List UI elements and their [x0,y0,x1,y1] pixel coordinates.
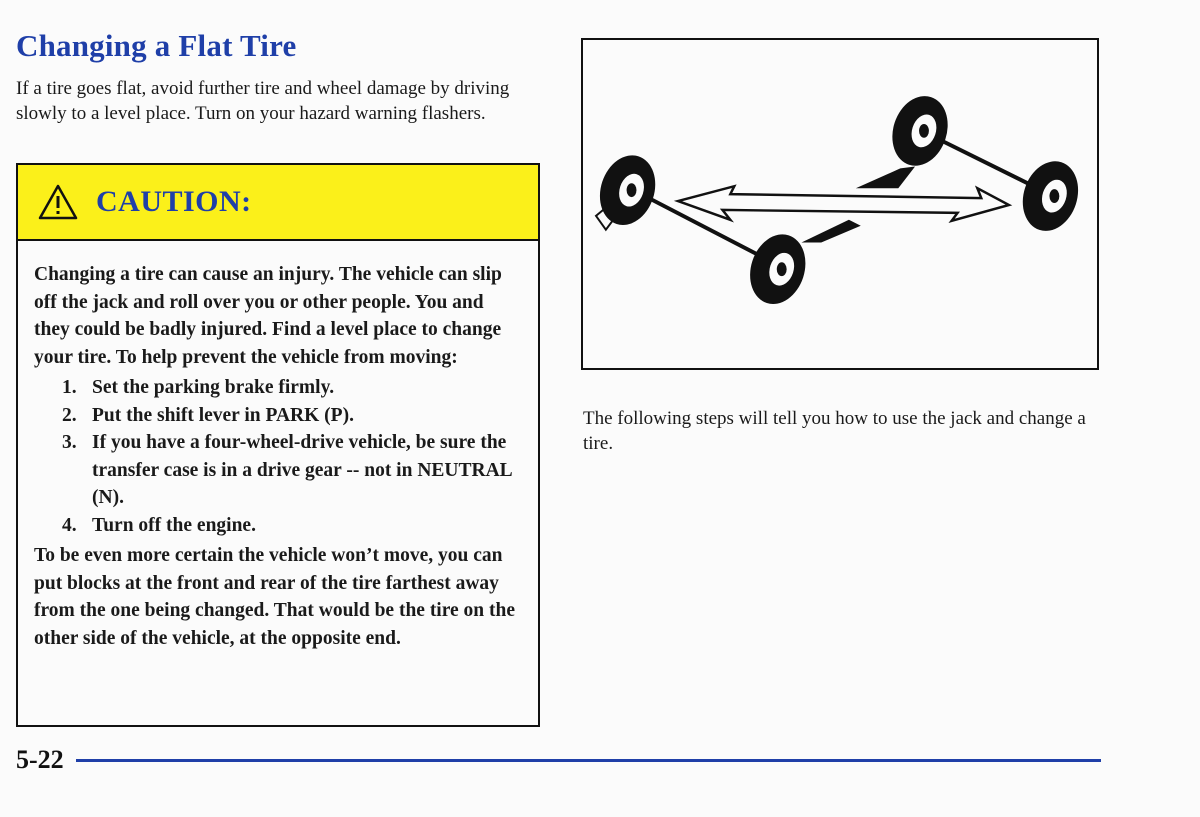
warning-triangle-icon [38,184,78,220]
tire-illustration [581,38,1099,370]
caution-step: 2. Put the shift lever in PARK (P). [62,404,354,426]
caution-step: 3. If you have a four-wheel-drive vehicle, be sure the transfer case is in a drive gear -- not in NEUTRAL (N). [62,432,512,508]
caution-step: 4. Turn off the engine. [62,514,256,536]
tire-front-left-icon [884,89,957,173]
caution-header [18,165,538,241]
double-arrow-icon [678,186,1009,221]
page-title: Changing a Flat Tire [16,28,297,63]
steps-note: The following steps will tell you how to use the jack and change a tire. [583,408,1086,454]
page-number: 5-22 [16,745,64,774]
caution-body [18,241,538,652]
arrow-down-icon [801,220,860,243]
wheel-blocking-diagram [583,40,1097,368]
caution-label: CAUTION: [96,185,252,218]
caution-box [16,163,540,727]
caution-steps [34,374,520,539]
intro-paragraph: If a tire goes flat, avoid further tire and wheel damage by driving slowly to a level place. Turn on your hazard warning flashers. [16,78,510,124]
caution-intro: Changing a tire can cause an injury. The vehicle can slip off the jack and roll over you or other people. You and they could be badly injured. Find a level place to change your tire. To help prevent the vehicle from moving: [34,264,502,368]
tire-front-right-icon [1014,154,1087,238]
front-axle-line [930,135,1042,190]
tire-rear-right-icon [741,227,814,311]
caution-step: 1. Set the parking brake firmly. [62,377,335,398]
caution-outro: To be even more certain the vehicle won’t move, you can put blocks at the front and rear of the tire farthest away from the one being changed. That would be the tire on the other side of the vehicle, at the opposite end. [34,545,516,649]
arrow-up-icon [856,166,915,188]
footer-rule [76,759,1101,762]
